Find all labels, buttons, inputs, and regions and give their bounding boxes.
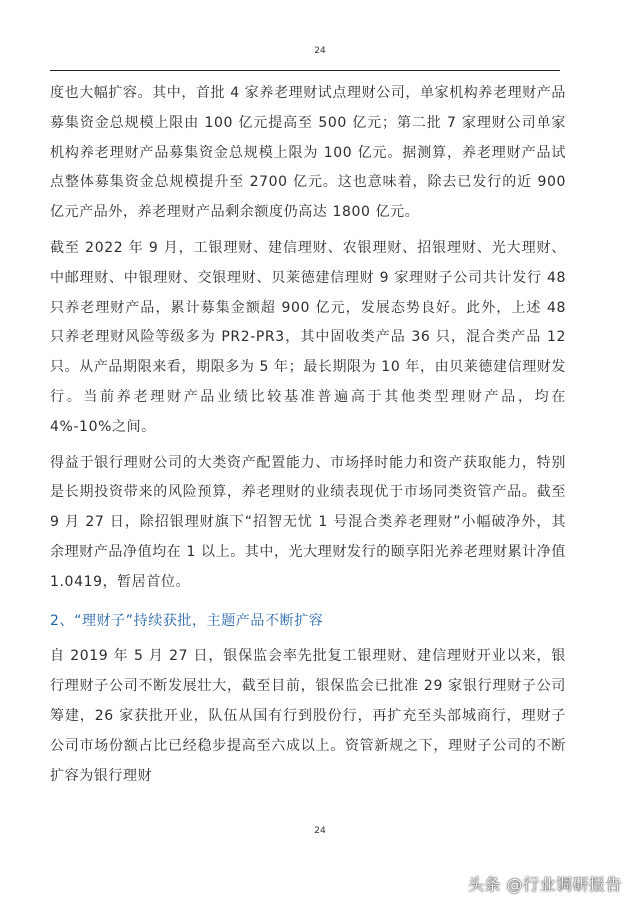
source-watermark: 头条 @行业调研报告 <box>467 875 622 894</box>
paragraph-performance: 得益于银行理财公司的大类资产配置能力、市场择时能力和资产获取能力，特别是长期投资带来的风险预算，养老理财的业绩表现优于市场同类资管产品。截至 9 月 27 日，除招银理财旗下“招智无忧 1 号混合类养老理财”小幅破净外，其余理财产品净值均在 1 以上。其中，光大理财发行的颐享阳光养老理财累计净值 1.0419，暂居首位。 <box>50 454 567 590</box>
page-number-bottom: 24 <box>314 826 326 836</box>
paragraph-product-issuance: 截至 2022 年 9 月，工银理财、建信理财、农银理财、招银理财、光大理财、中邮理财、中银理财、交银理财、贝莱德建信理财 9 家理财子公司共计发行 48 只养老理财产品，累计募集金额超 900 亿元，发展态势良好。此外，上述 48 只养老理财风险等级多为 PR2-PR3，其中固收类产品 36 只，混合类产品 12 只。从产品期限来看，期限多为 5 年；最长期限为 10 年，由贝莱德建信理财发行。当前养老理财产品业绩比较基准普遍高于其他类型理财产品，均在 4%-10%之间。 <box>50 239 566 435</box>
page-number-top: 24 <box>314 46 326 56</box>
paragraph-wealth-subsidiaries: 自 2019 年 5 月 27 日，银保监会率先批复工银理财、建信理财开业以来，银行理财子公司不断发展壮大，截至目前，银保监会已批准 29 家银行理财子公司筹建，26 家获批开业，队伍从国有行到股份行，再扩充至头部城商行，理财子公司市场份额占比已经稳步提高至六成以上。资管新规之下，理财子公司的不断扩容为银行理财 <box>50 648 566 784</box>
document-body <box>50 79 566 791</box>
section-heading: 2、“理财子”持续获批，主题产品不断扩容 <box>50 612 324 629</box>
paragraph-quota-expansion: 度也大幅扩容。其中，首批 4 家养老理财试点理财公司，单家机构养老理财产品募集资金总规模上限由 100 亿元提高至 500 亿元；第二批 7 家理财公司单家机构养老理财产品募集资金总规模上限为 100 亿元。据测算，养老理财产品试点整体募集资金总规模提升至 2700 亿元。这也意味着，除去已发行的近 900 亿元产品外，养老理财产品剩余额度仍高达 1800 亿元。 <box>50 85 567 221</box>
header-rule <box>50 70 560 71</box>
